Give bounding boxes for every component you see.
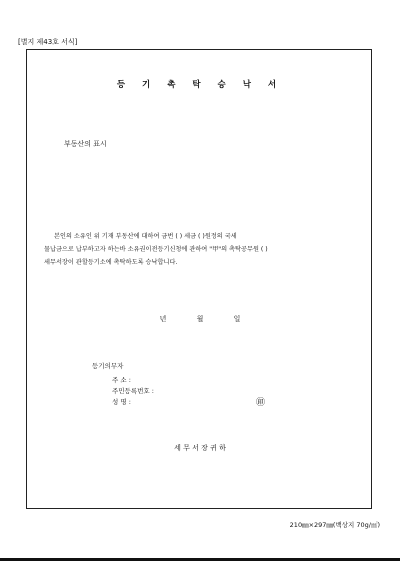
form-number: [별지 제43호 서식]: [18, 38, 78, 46]
resident-number-label: 주민등록번호 :: [112, 387, 154, 395]
paper-spec: 210㎜×297㎜(백상지 70g/㎡): [289, 521, 380, 529]
name-label: 성 명 :: [112, 398, 131, 406]
date-year: 년: [159, 315, 167, 323]
obligor-label: 등기의무자: [92, 362, 124, 370]
date-line: [0, 314, 400, 324]
form-frame: [26, 49, 372, 509]
bottom-divider: [0, 558, 400, 561]
addressee: 세 무 서 장 귀 하: [174, 444, 226, 452]
consent-statement: [44, 230, 364, 269]
statement-line-1: 본인의 소유인 위 기재 부동산에 대하여 금번 ( ) 세금 ( )원정의 국세: [54, 233, 237, 240]
property-label: 부동산의 표시: [64, 140, 107, 148]
date-month: 월: [196, 315, 204, 323]
document-title: 등 기 촉 탁 승 낙 서: [116, 80, 284, 90]
statement-line-2: 물납금으로 납부하고자 하는바 소유권이전등기신청에 관하여 "甲"의 촉탁공무원 ( ): [44, 246, 268, 253]
statement-line-3: 세무서장이 관할등기소에 촉탁하도록 승낙합니다.: [44, 259, 178, 266]
address-label: 주 소 :: [112, 376, 131, 384]
date-day: 일: [233, 315, 241, 323]
seal-icon: ㊞: [256, 398, 266, 408]
